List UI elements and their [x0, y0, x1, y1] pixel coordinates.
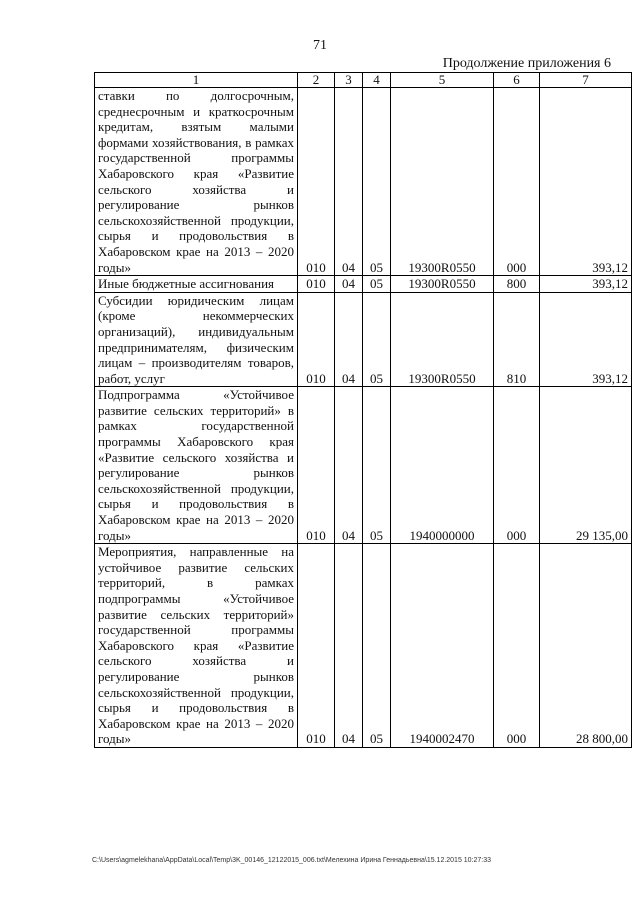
cell-grbs: 010: [298, 292, 335, 387]
cell-subsection: 05: [363, 292, 391, 387]
table-row: [95, 276, 632, 293]
column-header: 3: [335, 73, 363, 88]
row-description: Иные бюджетные ассигнования: [95, 276, 298, 293]
column-header: 5: [391, 73, 494, 88]
cell-grbs: 010: [298, 276, 335, 293]
budget-table: [94, 72, 632, 748]
cell-grbs: 010: [298, 88, 335, 276]
cell-section: 04: [335, 292, 363, 387]
cell-target-article: 19300R0550: [391, 292, 494, 387]
cell-section: 04: [335, 387, 363, 544]
column-header: 7: [540, 73, 632, 88]
cell-target-article: 1940000000: [391, 387, 494, 544]
cell-subsection: 05: [363, 387, 391, 544]
continuation-label: Продолжение приложения 6: [442, 56, 611, 71]
cell-expense-type: 810: [494, 292, 540, 387]
cell-subsection: 05: [363, 544, 391, 748]
page-number: 71: [313, 38, 327, 53]
cell-target-article: 1940002470: [391, 544, 494, 748]
cell-grbs: 010: [298, 544, 335, 748]
column-header: 4: [363, 73, 391, 88]
cell-amount: 393,12: [540, 88, 632, 276]
cell-amount: 28 800,00: [540, 544, 632, 748]
cell-expense-type: 000: [494, 544, 540, 748]
column-header: 2: [298, 73, 335, 88]
cell-subsection: 05: [363, 88, 391, 276]
table-row: [95, 544, 632, 748]
cell-expense-type: 000: [494, 387, 540, 544]
table-row: [95, 292, 632, 387]
cell-section: 04: [335, 276, 363, 293]
table-header-row: [95, 73, 632, 88]
column-header: 6: [494, 73, 540, 88]
cell-amount: 393,12: [540, 276, 632, 293]
column-header: 1: [95, 73, 298, 88]
cell-amount: 393,12: [540, 292, 632, 387]
cell-expense-type: 000: [494, 88, 540, 276]
row-description: Мероприятия, направленные на устойчивое развитие сельских территорий, в рамках подпрограммы «Устойчивое развитие сельских территорий» государственной программы Хабаровского края «Развитие сельского хозяйства и регулирование рынков сельскохозяйственной продукции, сырья и продовольствия в Хабаровском крае на 2013 – 2020 годы»: [95, 544, 298, 748]
row-description: Подпрограмма «Устойчивое развитие сельских территорий» в рамках государственной программы Хабаровского края «Развитие сельского хозяйства и регулирование рынков сельскохозяйственной продукции, сырья и продовольствия в Хабаровском крае на 2013 – 2020 годы»: [95, 387, 298, 544]
cell-target-article: 19300R0550: [391, 276, 494, 293]
row-description: Субсидии юридическим лицам (кроме некоммерческих организаций), индивидуальным предпринимателям, физическим лицам – производителям товаров, работ, услуг: [95, 292, 298, 387]
cell-subsection: 05: [363, 276, 391, 293]
row-description: ставки по долгосрочным, среднесрочным и краткосрочным кредитам, взятым малыми формами хозяйствования, в рамках государственной программы Хабаровского края «Развитие сельского хозяйства и регулирование рынков сельскохозяйственной продукции, сырья и продовольствия в Хабаровском крае на 2013 – 2020 годы»: [95, 88, 298, 276]
cell-section: 04: [335, 88, 363, 276]
table-row: [95, 88, 632, 276]
cell-target-article: 19300R0550: [391, 88, 494, 276]
cell-amount: 29 135,00: [540, 387, 632, 544]
file-path-footer: C:\Users\agmelekhana\AppData\Local\Temp\3K_00146_12122015_006.txt\Мелехина Ирина Геннадьевна\15.12.2015 10:27:33: [92, 857, 492, 864]
cell-grbs: 010: [298, 387, 335, 544]
cell-section: 04: [335, 544, 363, 748]
cell-expense-type: 800: [494, 276, 540, 293]
table-row: [95, 387, 632, 544]
